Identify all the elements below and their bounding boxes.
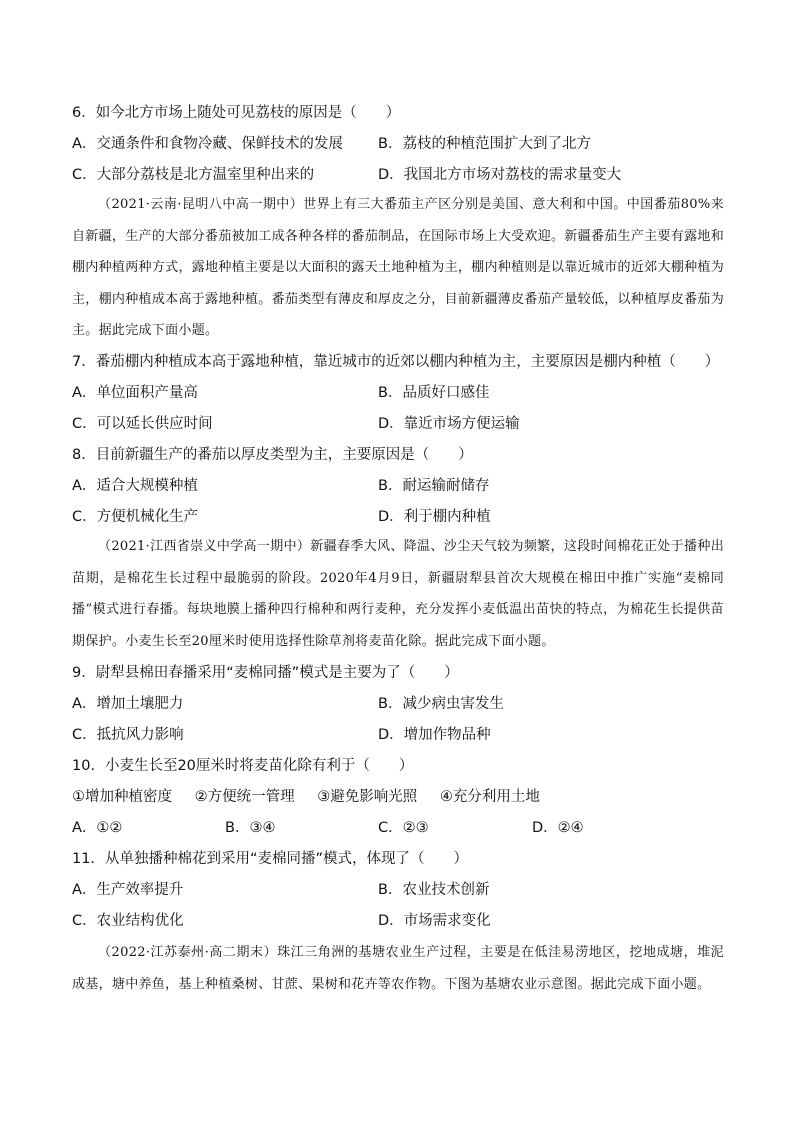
question-10-stem: 10．小麦生长至20厘米时将麦苗化除有利于（ ）: [72, 758, 414, 774]
question-11-stem: 11．从单独播种棉花到采用“麦棉同播”模式，体现了（ ）: [72, 851, 468, 867]
question-9-option-a: A．增加土壤肥力: [72, 696, 184, 712]
question-7-option-c: C．可以延长供应时间: [72, 416, 213, 432]
question-8-option-c: C．方便机械化生产: [72, 509, 199, 525]
question-10-option-b: B．③④: [225, 820, 276, 836]
statement-2: ②方便统一管理: [194, 789, 295, 805]
question-11-option-a: A．生产效率提升: [72, 882, 184, 898]
question-9-option-b: B．减少病虫害发生: [378, 696, 504, 712]
statement-3: ③避免影响光照: [317, 789, 418, 805]
question-10-option-c: C．②③: [378, 820, 429, 836]
question-10-option-d: D．②④: [532, 820, 584, 836]
question-8-option-b: B．耐运输耐储存: [378, 478, 490, 494]
question-6-stem: 6．如今北方市场上随处可见荔枝的原因是（ ）: [72, 105, 401, 121]
question-9-stem: 9．尉犁县棉田春播采用“麦棉同播”模式是主要为了（ ）: [72, 665, 459, 681]
reading-passage-cotton: （2021·江西省崇义中学高一期中）新疆春季大风、降温、沙尘天气较为频繁，这段时间棉花正处于播种出苗期，是棉花生长过程中最脆弱的阶段。2020年4月9日，新疆尉犁县首次大规模在棉田中推广实施“麦棉同播”模式进行春播。每块地膜上播种四行棉种和两行麦种，充分发挥小麦低温出苗快的特点，为棉花生长提供苗期保护。小麦生长至20厘米时使用选择性除草剂将麦苗化除。据此完成下面小题。: [72, 539, 724, 649]
question-6-option-a: A．交通条件和食物冷藏、保鲜技术的发展: [72, 136, 343, 152]
question-7-option-a: A．单位面积产量高: [72, 385, 198, 401]
question-9-option-d: D．增加作物品种: [378, 727, 491, 743]
question-11-option-d: D．市场需求变化: [378, 913, 491, 929]
question-8-option-d: D．利于棚内种植: [378, 509, 491, 525]
statement-4: ④充分利用土地: [439, 789, 540, 805]
question-7-stem: 7．番茄棚内种植成本高于露地种植，靠近城市的近郊以棚内种植为主，主要原因是棚内种植（ ）: [72, 354, 720, 370]
statement-1: ①增加种植密度: [72, 789, 172, 805]
question-7-option-d: D．靠近市场方便运输: [378, 416, 520, 432]
reading-passage-tomato: （2021·云南·昆明八中高一期中）世界上有三大番茄主产区分别是美国、意大利和中国。中国番茄80%来自新疆，生产的大部分番茄被加工成各种各样的番茄制品，在国际市场上大受欢迎。新疆番茄生产主要有露地和棚内种植两种方式，露地种植主要是以大面积的露天土地种植为主，棚内种植则是以靠近城市的近郊大棚种植为主，棚内种植成本高于露地种植。番茄类型有薄皮和厚皮之分，目前新疆薄皮番茄产量较低，以种植厚皮番茄为主。据此完成下面小题。: [72, 197, 724, 338]
reading-passage-dike-pond: （2022·江苏泰州·高二期末）珠江三角洲的基塘农业生产过程，主要是在低洼易涝地区，挖地成塘，堆泥成基，塘中养鱼，基上种植桑树、甘蔗、果树和花卉等农作物。下图为基塘农业示意图。据此完成下面小题。: [72, 945, 724, 992]
question-11-option-c: C．农业结构优化: [72, 913, 184, 929]
question-7-option-b: B．品质好口感佳: [378, 385, 490, 401]
question-10-statements: [72, 787, 558, 807]
question-8-stem: 8．目前新疆生产的番茄以厚皮类型为主，主要原因是（ ）: [72, 447, 473, 463]
question-6-option-d: D．我国北方市场对荔枝的需求量变大: [378, 167, 622, 183]
question-6-option-c: C．大部分荔枝是北方温室里种出来的: [72, 167, 315, 183]
question-8-option-a: A．适合大规模种植: [72, 478, 198, 494]
question-9-option-c: C．抵抗风力影响: [72, 727, 184, 743]
question-6-option-b: B．荔枝的种植范围扩大到了北方: [378, 136, 591, 152]
question-11-option-b: B．农业技术创新: [378, 882, 490, 898]
question-10-option-a: A．①②: [72, 820, 123, 836]
